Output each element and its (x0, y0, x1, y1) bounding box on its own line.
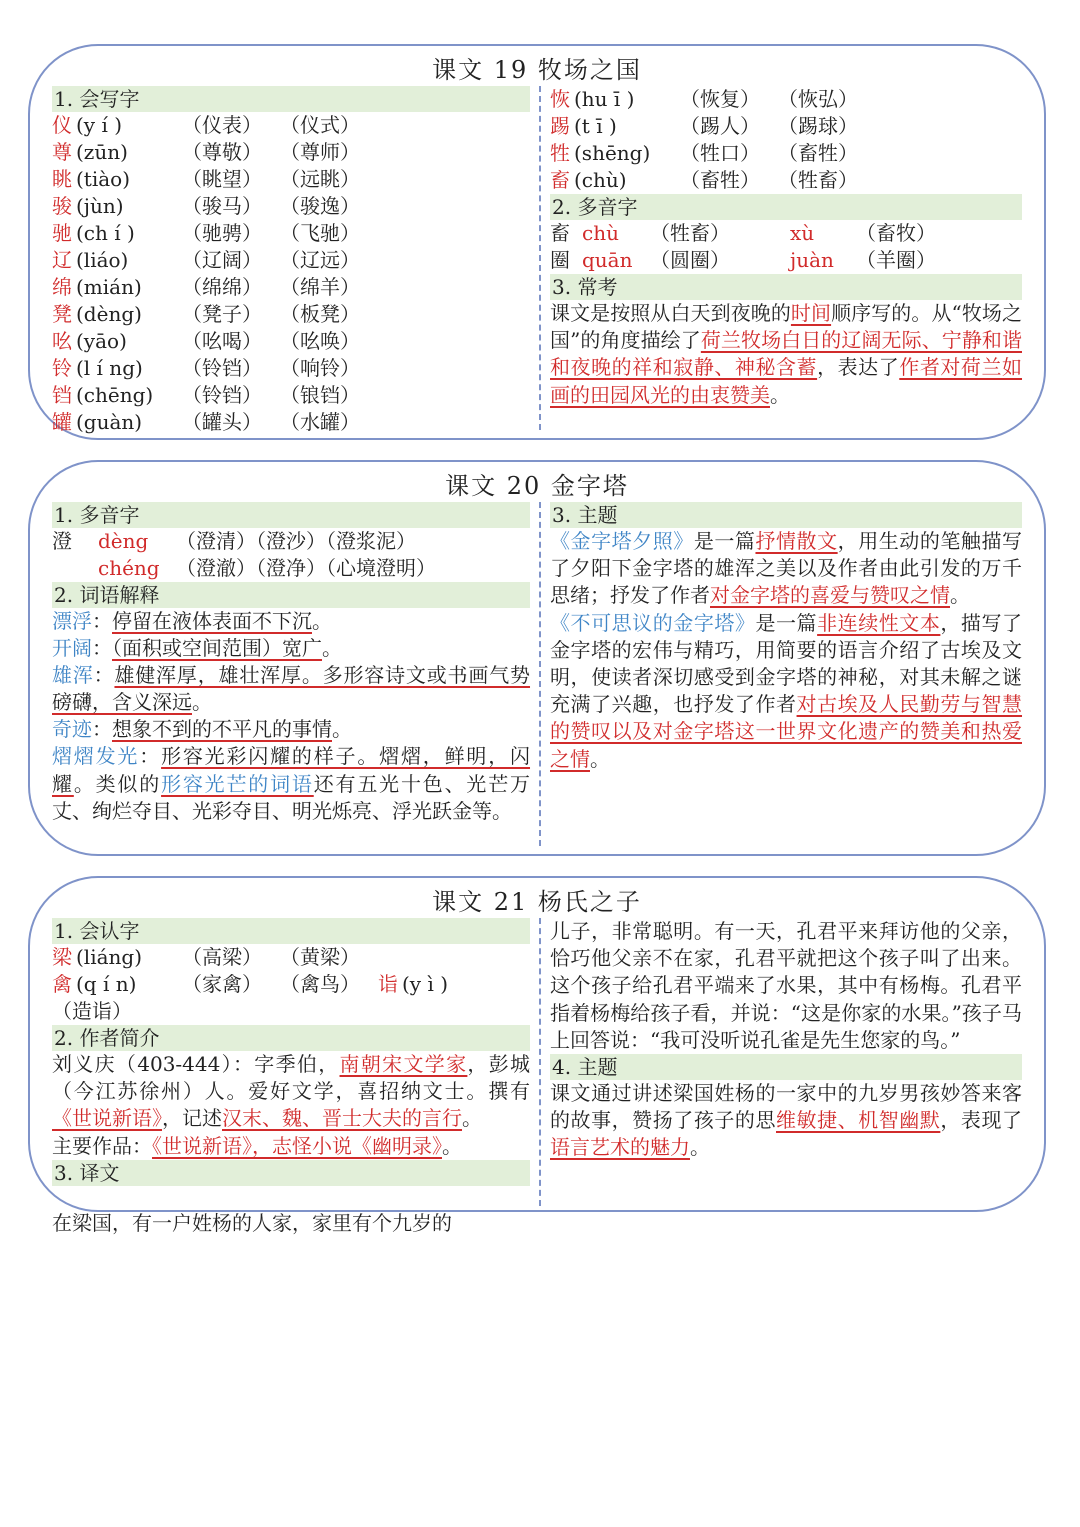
text: 还有五光十色、光芒万丈、绚烂夺目、光彩夺目、明光烁亮、浮光跃金等。 (52, 771, 531, 823)
word-def-row (52, 635, 530, 662)
pinyin: (jùn) (76, 194, 124, 218)
word: （牲口） (680, 141, 760, 165)
char-row (550, 167, 1022, 194)
word: （踢球） (778, 114, 858, 138)
word: （踢人） (680, 114, 760, 138)
highlight: 荷兰牧场白日的辽阔无际、宁静和谐和夜晚的祥和寂静、神秘含蓄 (550, 328, 1022, 380)
char-row (550, 140, 1022, 167)
section-header: 3. 译文 (52, 1160, 530, 1186)
char: 禽 (52, 972, 72, 996)
definition: 雄健浑厚，雄壮浑厚。多形容诗文或书画气势磅礴，含义深远 (52, 663, 531, 715)
lesson-19-left-column (52, 86, 530, 436)
text: 课文通过讲述梁国姓杨的一家中的九岁男孩妙答来客的故事，赞扬了孩子的思 (550, 1081, 1022, 1133)
char: 罐 (52, 410, 72, 434)
char: 凳 (52, 302, 72, 326)
char-row (550, 86, 1022, 113)
highlight: 《世说新语》，志怪小说《幽明录》 (152, 1133, 442, 1158)
pinyin: (ch í ) (76, 221, 135, 245)
pinyin: (yāo) (76, 329, 127, 353)
char: 梁 (52, 945, 72, 969)
text: 是一篇 (693, 529, 756, 553)
word: （畜牧） (856, 221, 936, 245)
definition: （面积或空间范围）宽广 (112, 636, 322, 660)
text: 。 (462, 1106, 482, 1131)
word: （牲畜） (650, 221, 730, 245)
term: 奇迹 (52, 717, 92, 742)
lesson-20-card (28, 460, 1046, 856)
word: （铃铛） (182, 356, 262, 380)
definition: 形容光彩闪耀的样子。熠熠，鲜明，闪耀 (52, 744, 531, 796)
word: （罐头） (182, 410, 262, 434)
highlight: 形容光芒的词语 (161, 771, 314, 796)
lesson-21-title: 课文 21 杨氏之子 (432, 888, 642, 916)
text: ： (92, 717, 112, 742)
char-list (52, 944, 530, 1025)
pinyin: (y í ) (76, 113, 123, 137)
pinyin: (q í n) (76, 972, 137, 996)
char-row (52, 247, 530, 274)
char-row (52, 112, 530, 139)
lesson-20-title: 课文 20 金字塔 (445, 472, 629, 500)
highlight: 作者对荷兰如画的田园风光的由衷赞美 (550, 355, 1023, 407)
char-row (52, 139, 530, 166)
word: （锒铛） (280, 383, 360, 407)
char-row (52, 998, 530, 1025)
text: 主要作品： (52, 1133, 152, 1158)
char-list (550, 86, 1022, 194)
text: ，用生动的笔触描写了夕阳下金字塔的雄浑之美以及作者由此引发的万千思绪；抒发了作者 (550, 529, 1023, 608)
column-divider (539, 86, 541, 430)
char-row (52, 328, 530, 355)
char: 辽 (52, 248, 72, 272)
highlight: 《世说新语》 (52, 1106, 162, 1131)
text: 。 (770, 382, 790, 407)
section-header: 2. 作者简介 (52, 1025, 530, 1051)
word: （高梁） (182, 945, 262, 969)
char: 铛 (52, 383, 72, 407)
text: 。 (950, 583, 970, 608)
polyphone-list (550, 220, 1022, 274)
word: （骏马） (182, 194, 262, 218)
term: 漂浮 (52, 609, 92, 633)
word-def-row (52, 716, 530, 743)
lesson-19-title: 课文 19 牧场之国 (432, 56, 642, 84)
word: （骏逸） (280, 194, 360, 218)
text: 刘义庆（403-444）：字季伯， (52, 1052, 340, 1076)
section-header: 2. 词语解释 (52, 582, 530, 608)
lesson-20-right-column (550, 502, 1022, 773)
text: ，表现了 (940, 1108, 1023, 1133)
pinyin: chéng (98, 556, 160, 580)
word: （圆圈） (650, 248, 730, 272)
word: （尊师） (280, 140, 360, 164)
word: （禽鸟） (280, 972, 360, 996)
char: 恢 (550, 87, 570, 111)
word: （尊敬） (182, 140, 262, 164)
word: （凳子） (182, 302, 262, 326)
word: （家禽） (182, 972, 262, 996)
section-header: 1. 多音字 (52, 502, 530, 528)
pinyin: juàn (790, 248, 834, 272)
word: （绵绵） (182, 275, 262, 299)
pinyin: (zūn) (76, 140, 128, 164)
lesson-19-right-column (550, 86, 1022, 409)
polyphone-row (52, 528, 530, 555)
char-row (52, 274, 530, 301)
pinyin: quān (582, 248, 633, 272)
polyphone-row (52, 555, 530, 582)
pinyin: (shēng) (574, 141, 651, 165)
char: 驰 (52, 221, 72, 245)
column-divider (539, 502, 541, 846)
work-title: 《金字塔夕照》 (550, 529, 694, 553)
polyphone-row (550, 247, 1022, 274)
char: 绵 (52, 275, 72, 299)
section-header: 4. 主题 (550, 1054, 1022, 1080)
word: （黄梁） (280, 945, 360, 969)
word: （恢弘） (778, 87, 858, 111)
text: ： (139, 744, 162, 769)
word: （辽阔） (182, 248, 262, 272)
char-row (52, 382, 530, 409)
text: ，表达了 (817, 355, 900, 380)
word: （飞驰） (280, 221, 360, 245)
polyphone-row (550, 220, 1022, 247)
section-header: 3. 主题 (550, 502, 1022, 528)
text: 。 (442, 1133, 462, 1158)
text: 。 (312, 609, 332, 633)
char-row (52, 193, 530, 220)
lesson-21-right-column (550, 918, 1022, 1162)
pinyin: (guàn) (76, 410, 143, 434)
text: 。 (690, 1135, 710, 1160)
theme-paragraph (550, 1080, 1022, 1162)
word: （恢复） (680, 87, 760, 111)
word: （响铃） (280, 356, 360, 380)
word: （绵羊） (280, 275, 360, 299)
highlight: 对金字塔的喜爱与赞叹之情 (710, 583, 950, 608)
column-divider (539, 918, 541, 1206)
term: 熠熠发光 (52, 744, 140, 769)
char: 仪 (52, 113, 72, 137)
text: 。 (192, 690, 212, 715)
section-header: 1. 会认字 (52, 918, 530, 944)
highlight: 维敏捷、机智幽默 (776, 1108, 941, 1133)
word: （眺望） (182, 167, 262, 191)
highlight: 时间 (790, 301, 832, 325)
theme-paragraph (550, 528, 1022, 610)
pinyin: (chēng) (76, 383, 154, 407)
text: 。 (322, 636, 342, 660)
poly-char: 畜 (550, 221, 570, 245)
words: （澄澈）（澄净）（心境澄明） (176, 556, 436, 580)
lesson-21-card (28, 876, 1046, 1212)
lesson-20-left-column (52, 502, 530, 825)
char-list (52, 112, 530, 436)
char-row (52, 166, 530, 193)
word: （板凳） (280, 302, 360, 326)
char: 眺 (52, 167, 72, 191)
char: 骏 (52, 194, 72, 218)
word-def-row (52, 743, 530, 825)
pinyin: (liáo) (76, 248, 129, 272)
text: 。类似的 (73, 771, 162, 796)
word: （远眺） (280, 167, 360, 191)
section-header: 1. 会写字 (52, 86, 530, 112)
word: （牲畜） (778, 168, 858, 192)
poly-char: 圈 (550, 248, 570, 272)
highlight: 语言艺术的魅力 (550, 1135, 690, 1160)
text: ，彭城（今江苏徐州）人。爱好文学，喜招纳文士。撰有 (52, 1052, 531, 1104)
char: 畜 (550, 168, 570, 192)
text: ，记述 (162, 1106, 222, 1131)
text: ： (92, 636, 112, 660)
lesson-19-card (28, 44, 1046, 440)
char-row (550, 113, 1022, 140)
translation-line: 在梁国，有一户姓杨的人家，家里有个九岁的 (52, 1211, 452, 1235)
char-row (52, 409, 530, 436)
pinyin: (mián) (76, 275, 142, 299)
text: 是一篇 (755, 610, 818, 635)
highlight: 对古埃及人民勤劳与智慧的赞叹以及对金字塔这一世界文化遗产的赞美和热爱之情 (550, 692, 1023, 771)
word: （驰骋） (182, 221, 262, 245)
section-header: 2. 多音字 (550, 194, 1022, 220)
highlight: 汉末、魏、晋士大夫的言行 (222, 1106, 462, 1131)
term: 开阔 (52, 636, 92, 660)
word-def-row (52, 662, 530, 716)
author-paragraph (52, 1051, 530, 1133)
char: 铃 (52, 356, 72, 380)
term: 雄浑 (52, 663, 94, 687)
pinyin: (liáng) (76, 945, 143, 969)
definition: 想象不到的不平凡的事情 (112, 717, 332, 742)
translation-paragraph: 儿子，非常聪明。有一天，孔君平来拜访他的父亲，恰巧他父亲不在家，孔君平就把这个孩子叫了出来。这个孩子给孔君平端来了水果，其中有杨梅。孔君平指着杨梅给孩子看，并说：“这是你家的水果。”孩子马上回答说：“我可没听说孔雀是先生您家的鸟。” (550, 919, 1022, 1052)
text: ： (93, 663, 115, 687)
word: （吆唤） (280, 329, 360, 353)
text: ： (92, 609, 112, 633)
theme-paragraph (550, 610, 1022, 773)
word: （仪式） (280, 113, 360, 137)
highlight: 非连续性文本 (817, 610, 941, 635)
char-row (52, 220, 530, 247)
char: 尊 (52, 140, 72, 164)
text: 课文是按照从白天到夜晚的 (550, 301, 791, 325)
words: （澄清）（澄沙）（澄浆泥） (176, 529, 416, 553)
char: 诣 (378, 972, 398, 996)
word: （畜牲） (778, 141, 858, 165)
definition: 停留在液体表面不下沉 (112, 609, 312, 633)
text: 。 (590, 746, 610, 771)
text: ，描写了金字塔的宏伟与精巧，用简要的语言介绍了古埃及文明，使读者深切感受到金字塔的神秘，对其未解之谜充满了兴趣，也抒发了作者 (550, 610, 1023, 717)
pinyin: xù (790, 221, 815, 245)
word: （铃铛） (182, 383, 262, 407)
pinyin: (tiào) (76, 167, 131, 191)
exam-paragraph (550, 300, 1022, 409)
word: （畜牲） (680, 168, 760, 192)
word-def-row (52, 608, 530, 635)
word: （造诣） (52, 999, 132, 1023)
section-header: 3. 常考 (550, 274, 1022, 300)
highlight: 南朝宋文学家 (339, 1052, 468, 1076)
pinyin: dèng (98, 529, 149, 553)
pinyin: (l í ng) (76, 356, 143, 380)
word: （吆喝） (182, 329, 262, 353)
pinyin: chù (582, 221, 619, 245)
pinyin: (hu ī ) (574, 87, 635, 111)
char: 踢 (550, 114, 570, 138)
word: （辽远） (280, 248, 360, 272)
pinyin: (t ī ) (574, 114, 617, 138)
poly-char: 澄 (52, 529, 72, 553)
pinyin: (y ì ) (402, 972, 449, 996)
word: （羊圈） (856, 248, 936, 272)
char-row (52, 944, 530, 971)
highlight: 抒情散文 (755, 529, 838, 553)
text: 顺序写的。从“牧场之国”的角度描绘了 (550, 301, 1022, 353)
works-row (52, 1133, 530, 1160)
text: 。 (332, 717, 352, 742)
char-row (52, 971, 530, 998)
pinyin: (chù) (574, 168, 627, 192)
work-title: 《不可思议的金字塔》 (550, 610, 756, 635)
lesson-21-left-column (52, 918, 530, 1186)
char: 吆 (52, 329, 72, 353)
char: 牲 (550, 141, 570, 165)
word: （水罐） (280, 410, 360, 434)
pinyin: (dèng) (76, 302, 142, 326)
word: （仪表） (182, 113, 262, 137)
char-row (52, 301, 530, 328)
char-row (52, 355, 530, 382)
